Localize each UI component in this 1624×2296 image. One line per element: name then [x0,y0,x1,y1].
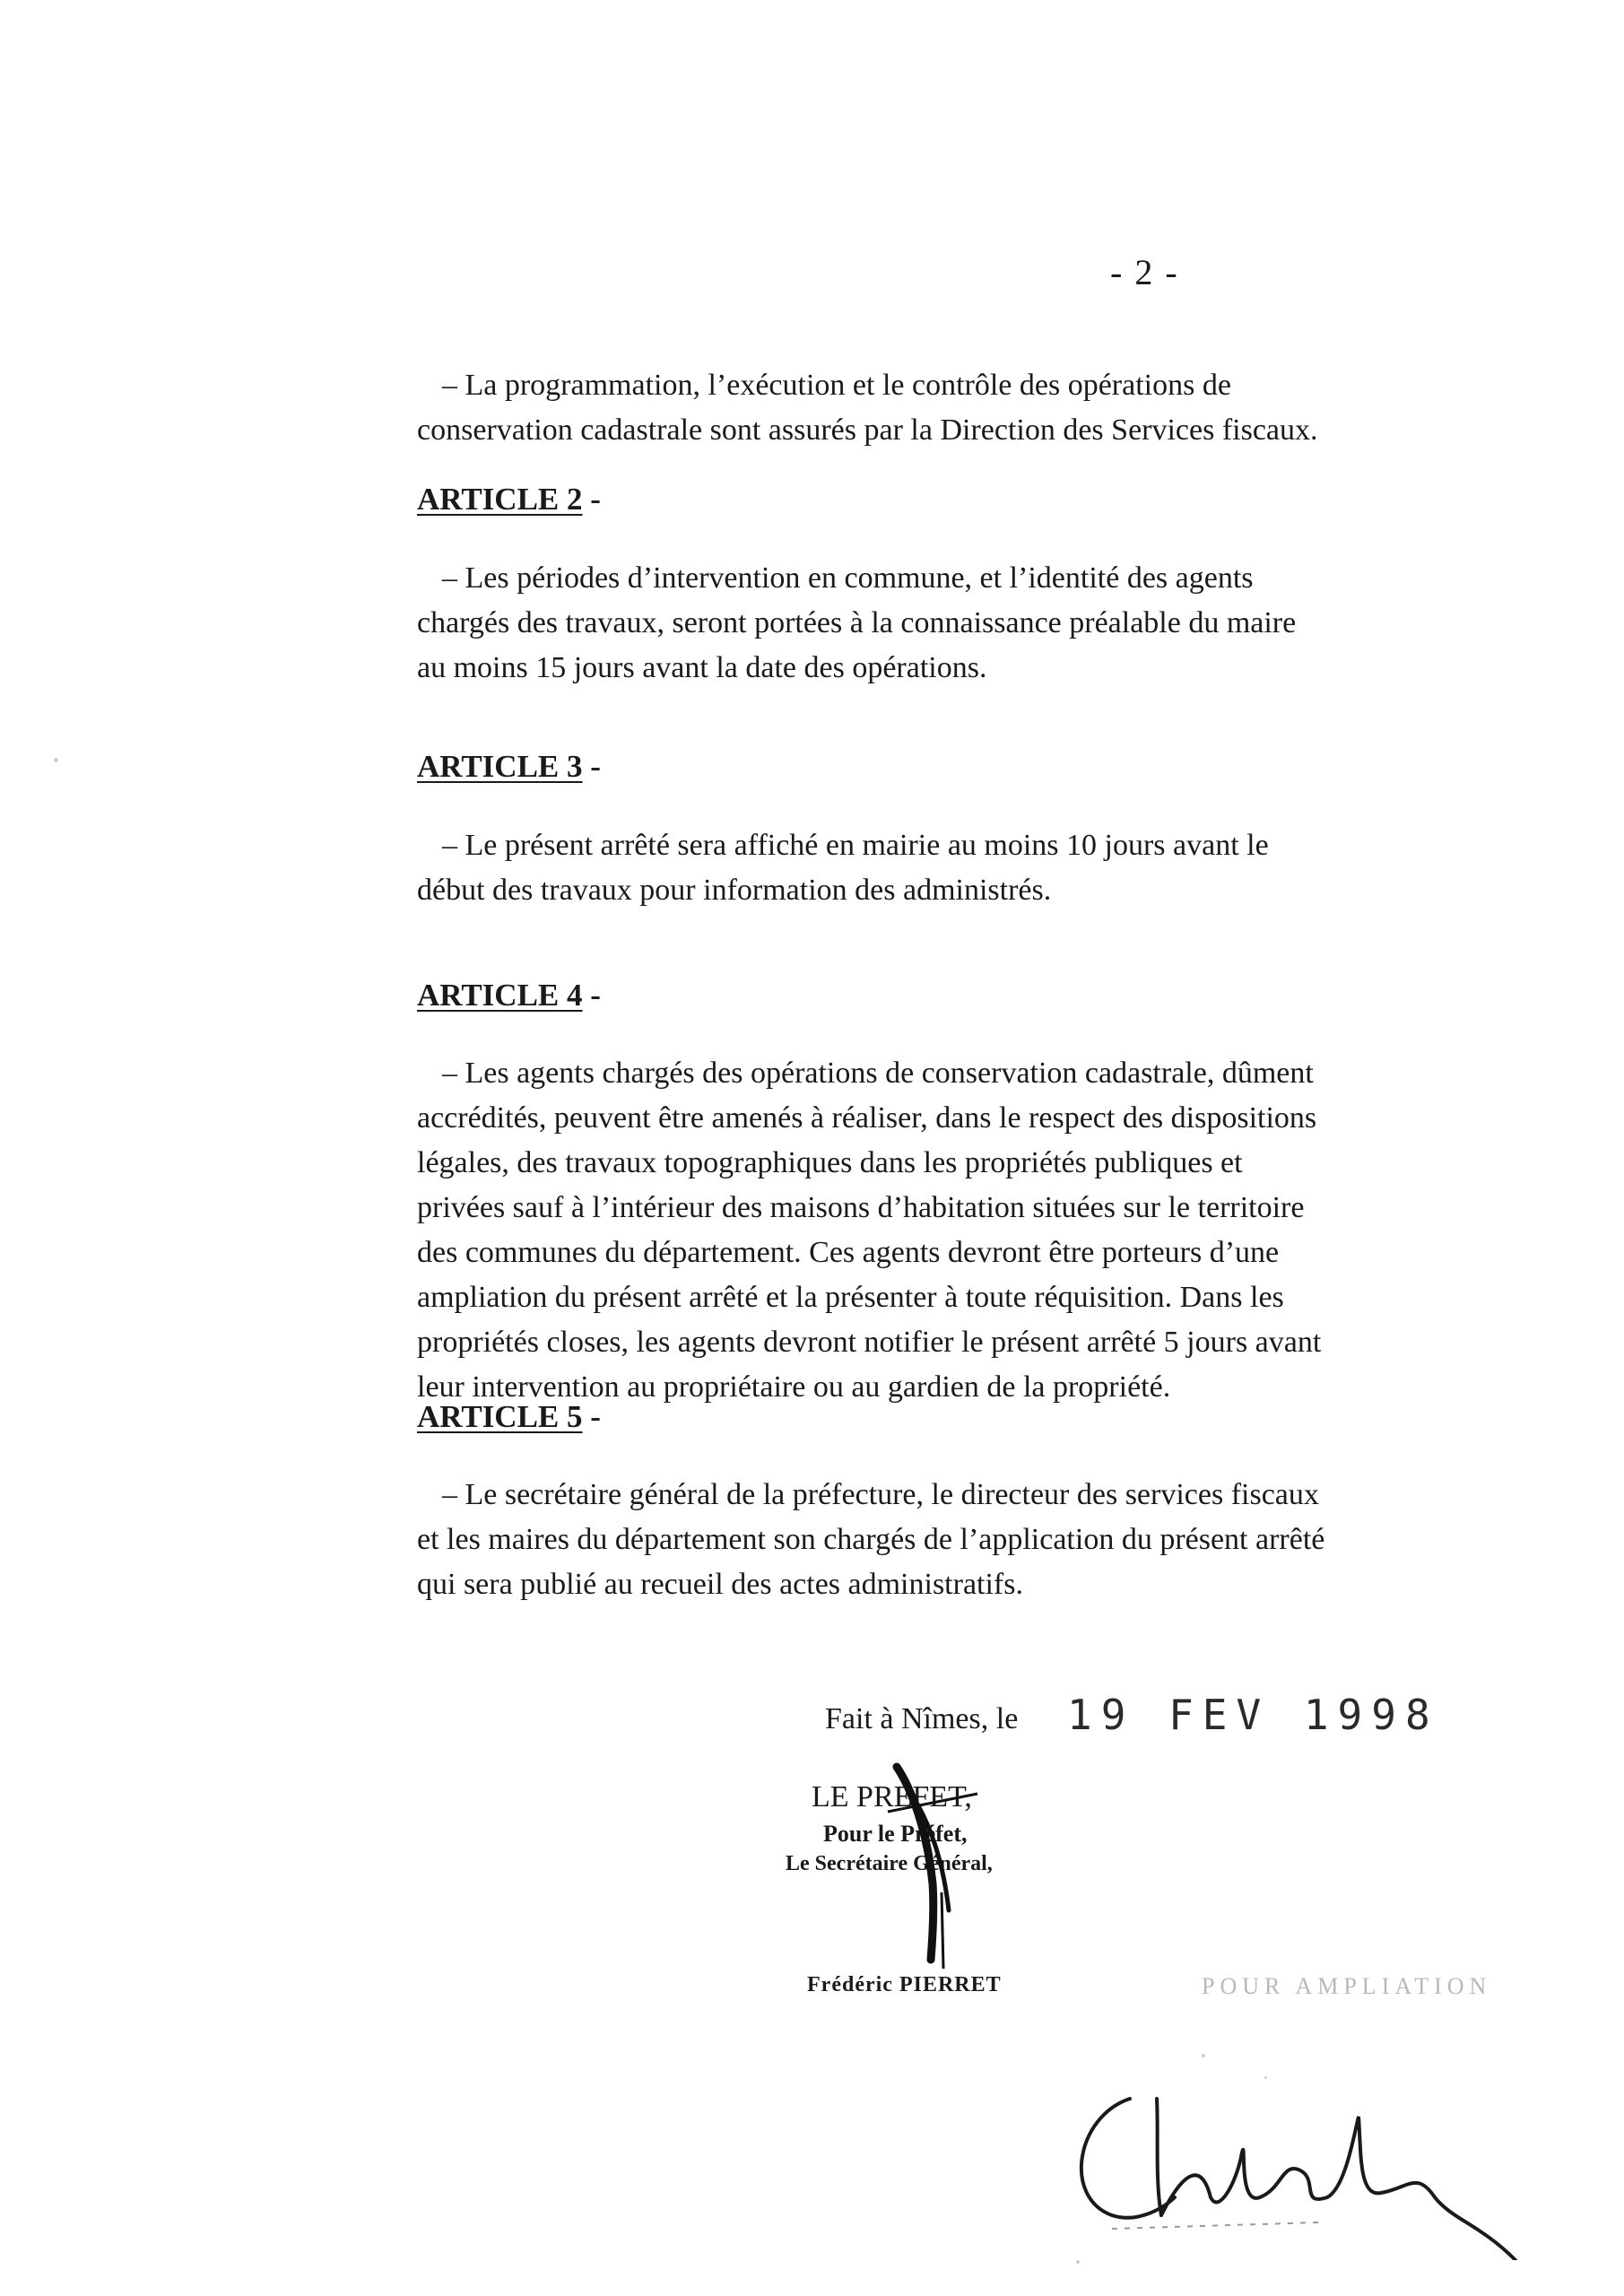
article-2-dash: - [582,482,601,517]
scan-speck [1202,2054,1205,2057]
article-3-line-2: début des travaux pour information des administrés. [417,874,1052,907]
article-2-heading [417,482,601,517]
ampliation-signature-icon [1058,2063,1524,2260]
place-date-label: Fait à Nîmes, le [825,1702,1019,1735]
article-2-line-3: au moins 15 jours avant la date des opérations. [417,651,987,684]
prefet-signature-icon [879,1758,986,1973]
article-4-paragraph [417,1051,1394,1410]
scan-speck [1076,2260,1080,2264]
article-4-line-7: propriétés closes, les agents devront notifier le présent arrêté 5 jours avant [417,1326,1322,1359]
article-4-title: ARTICLE 4 [417,978,583,1013]
article-4-line-4: privées sauf à l’intérieur des maisons d’habitation situées sur le territoire [417,1191,1305,1224]
scan-speck [54,758,58,762]
intro-paragraph [417,363,1394,453]
prefet-title: LE PREFET, [812,1780,972,1813]
article-4-line-3: légales, des travaux topographiques dans les propriétés publiques et [417,1146,1243,1179]
article-5-dash: - [582,1399,601,1434]
signatory-name: Frédéric PIERRET [807,1973,1002,1996]
article-4-line-8: leur intervention au propriétaire ou au gardien de la propriété. [417,1370,1171,1404]
date-stamp: 19 FEV 1998 [1067,1691,1439,1739]
intro-line-1: – La programmation, l’exécution et le contrôle des opérations de [442,369,1231,402]
article-5-line-1: – Le secrétaire général de la préfecture, le directeur des services fiscaux [442,1478,1319,1511]
article-3-line-1: – Le présent arrêté sera affiché en mairie au moins 10 jours avant le [442,829,1269,862]
article-4-heading [417,978,601,1013]
article-3-paragraph [417,823,1394,913]
article-3-heading [417,749,601,785]
article-3-title: ARTICLE 3 [417,749,583,784]
scan-speck [1264,2076,1267,2079]
article-5-title: ARTICLE 5 [417,1399,583,1434]
article-4-dash: - [582,978,601,1013]
article-5-paragraph [417,1473,1394,1607]
ampliation-stamp: POUR AMPLIATION [1202,1973,1492,1999]
article-5-heading [417,1399,601,1435]
article-4-line-1: – Les agents chargés des opérations de conservation cadastrale, dûment [442,1057,1314,1090]
article-5-line-2: et les maires du département son chargés de l’application du présent arrêté [417,1523,1325,1556]
article-2-line-2: chargés des travaux, seront portées à la connaissance préalable du maire [417,606,1297,639]
article-2-title: ARTICLE 2 [417,482,583,517]
article-4-line-6: ampliation du présent arrêté et la présenter à toute réquisition. Dans les [417,1281,1284,1314]
article-4-line-2: accrédités, peuvent être amenés à réaliser, dans le respect des dispositions [417,1101,1317,1135]
intro-line-2: conservation cadastrale sont assurés par la Direction des Services fiscaux. [417,413,1318,447]
article-2-line-1: – Les périodes d’intervention en commune, et l’identité des agents [442,561,1254,595]
article-4-line-5: des communes du département. Ces agents devront être porteurs d’une [417,1236,1280,1269]
secretary-title: Le Secrétaire Général, [786,1852,993,1875]
page-number: - 2 - [1110,252,1179,292]
article-5-line-3: qui sera publié au recueil des actes administratifs. [417,1568,1023,1601]
article-2-paragraph [417,556,1394,691]
pour-le-prefet: Pour le Préfet, [823,1821,968,1847]
article-3-dash: - [582,749,601,784]
